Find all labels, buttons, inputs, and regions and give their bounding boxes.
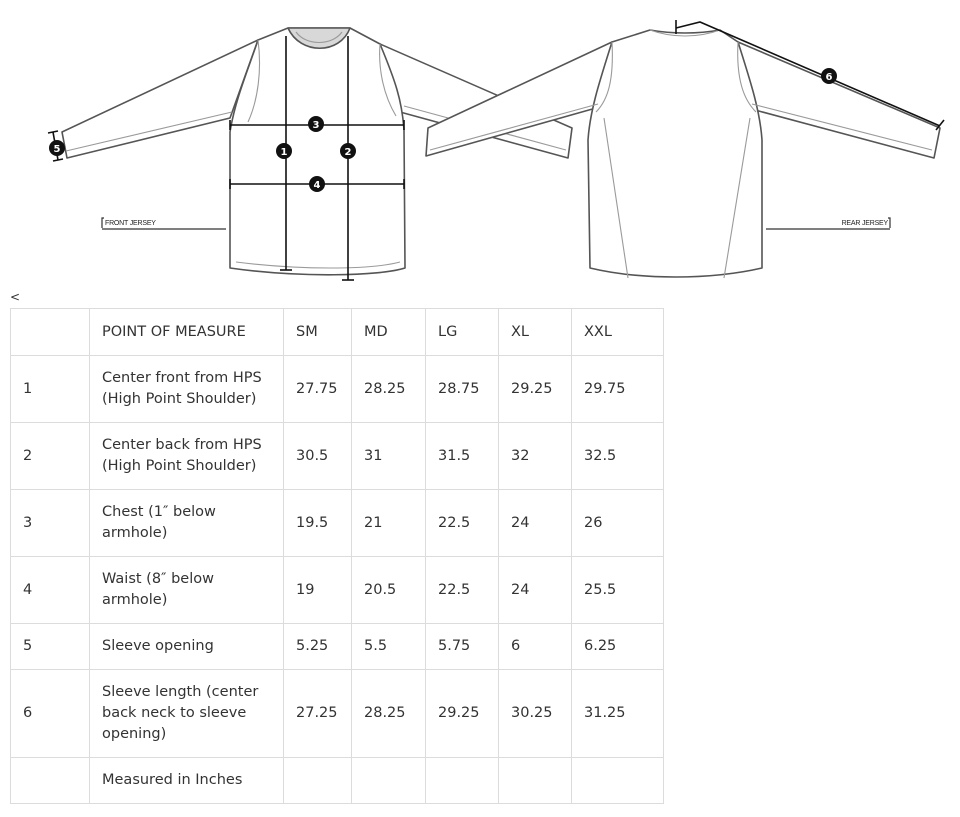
- row-lg: 22.5: [426, 490, 499, 557]
- row-number: 4: [11, 557, 90, 624]
- row-md: 5.5: [352, 624, 426, 670]
- row-md: 28.25: [352, 356, 426, 423]
- row-sm: 19.5: [284, 490, 352, 557]
- marker-2: [340, 143, 356, 159]
- row-point: Sleeve length (center back neck to sleeve opening): [90, 670, 284, 758]
- front-body: [230, 28, 405, 275]
- rear-jersey-drawing: [426, 20, 944, 278]
- header-lg: LG: [426, 309, 499, 356]
- row-number: 3: [11, 490, 90, 557]
- svg-text:2: 2: [344, 147, 352, 158]
- svg-text:3: 3: [312, 120, 320, 131]
- marker-5: [49, 140, 65, 156]
- footer-xxl: [572, 758, 664, 804]
- row-sm: 5.25: [284, 624, 352, 670]
- row-sm: 30.5: [284, 423, 352, 490]
- row-lg: 22.5: [426, 557, 499, 624]
- table-row: [11, 490, 664, 557]
- row-md: 31: [352, 423, 426, 490]
- row-lg: 29.25: [426, 670, 499, 758]
- jersey-measurement-diagram: [0, 0, 960, 290]
- row-number: 1: [11, 356, 90, 423]
- table-row: [11, 356, 664, 423]
- row-xl: 32: [499, 423, 572, 490]
- footer-lg: [426, 758, 499, 804]
- header-cell: [11, 309, 90, 356]
- footer-note: Measured in Inches: [90, 758, 284, 804]
- table-row: [11, 624, 664, 670]
- front-jersey-label: FRONT JERSEY: [105, 220, 156, 227]
- back-arrow-glyph: <: [10, 290, 21, 304]
- row-point: Waist (8″ below armhole): [90, 557, 284, 624]
- svg-text:1: 1: [280, 147, 288, 158]
- row-md: 20.5: [352, 557, 426, 624]
- row-point: Chest (1″ below armhole): [90, 490, 284, 557]
- row-point: Sleeve opening: [90, 624, 284, 670]
- header-md: MD: [352, 309, 426, 356]
- table-row: [11, 670, 664, 758]
- row-xxl: 6.25: [572, 624, 664, 670]
- table-header-row: [11, 309, 664, 356]
- header-xxl: XXL: [572, 309, 664, 356]
- rear-body: [588, 30, 762, 277]
- rear-jersey-label: REAR JERSEY: [841, 220, 888, 227]
- table-row: [11, 423, 664, 490]
- table-footer-row: [11, 758, 664, 804]
- row-sm: 27.75: [284, 356, 352, 423]
- footer-xl: [499, 758, 572, 804]
- row-sm: 19: [284, 557, 352, 624]
- marker-6: [821, 68, 837, 84]
- row-number: 6: [11, 670, 90, 758]
- marker-3: [308, 116, 324, 132]
- footer-md: [352, 758, 426, 804]
- header-sm: SM: [284, 309, 352, 356]
- marker-4: [309, 176, 325, 192]
- row-lg: 5.75: [426, 624, 499, 670]
- row-xxl: 31.25: [572, 670, 664, 758]
- row-sm: 27.25: [284, 670, 352, 758]
- svg-text:5: 5: [53, 144, 61, 155]
- row-xxl: 29.75: [572, 356, 664, 423]
- front-jersey-drawing: [48, 28, 572, 280]
- row-point: Center back from HPS (High Point Shoulder): [90, 423, 284, 490]
- row-number: 2: [11, 423, 90, 490]
- header-xl: XL: [499, 309, 572, 356]
- footer-number: [11, 758, 90, 804]
- row-lg: 28.75: [426, 356, 499, 423]
- row-md: 28.25: [352, 670, 426, 758]
- row-xl: 29.25: [499, 356, 572, 423]
- header-point-of-measure: POINT OF MEASURE: [90, 309, 284, 356]
- row-xl: 6: [499, 624, 572, 670]
- svg-text:6: 6: [825, 72, 833, 83]
- svg-text:4: 4: [313, 180, 321, 191]
- footer-sm: [284, 758, 352, 804]
- row-xxl: 32.5: [572, 423, 664, 490]
- row-xl: 24: [499, 490, 572, 557]
- row-xxl: 26: [572, 490, 664, 557]
- rear-right-sleeve: [738, 42, 940, 158]
- row-md: 21: [352, 490, 426, 557]
- table-row: [11, 557, 664, 624]
- marker-1: [276, 143, 292, 159]
- front-left-sleeve: [62, 40, 258, 158]
- row-xl: 30.25: [499, 670, 572, 758]
- row-lg: 31.5: [426, 423, 499, 490]
- row-number: 5: [11, 624, 90, 670]
- size-chart-table: [10, 308, 664, 804]
- row-xxl: 25.5: [572, 557, 664, 624]
- row-xl: 24: [499, 557, 572, 624]
- row-point: Center front from HPS (High Point Shoulder): [90, 356, 284, 423]
